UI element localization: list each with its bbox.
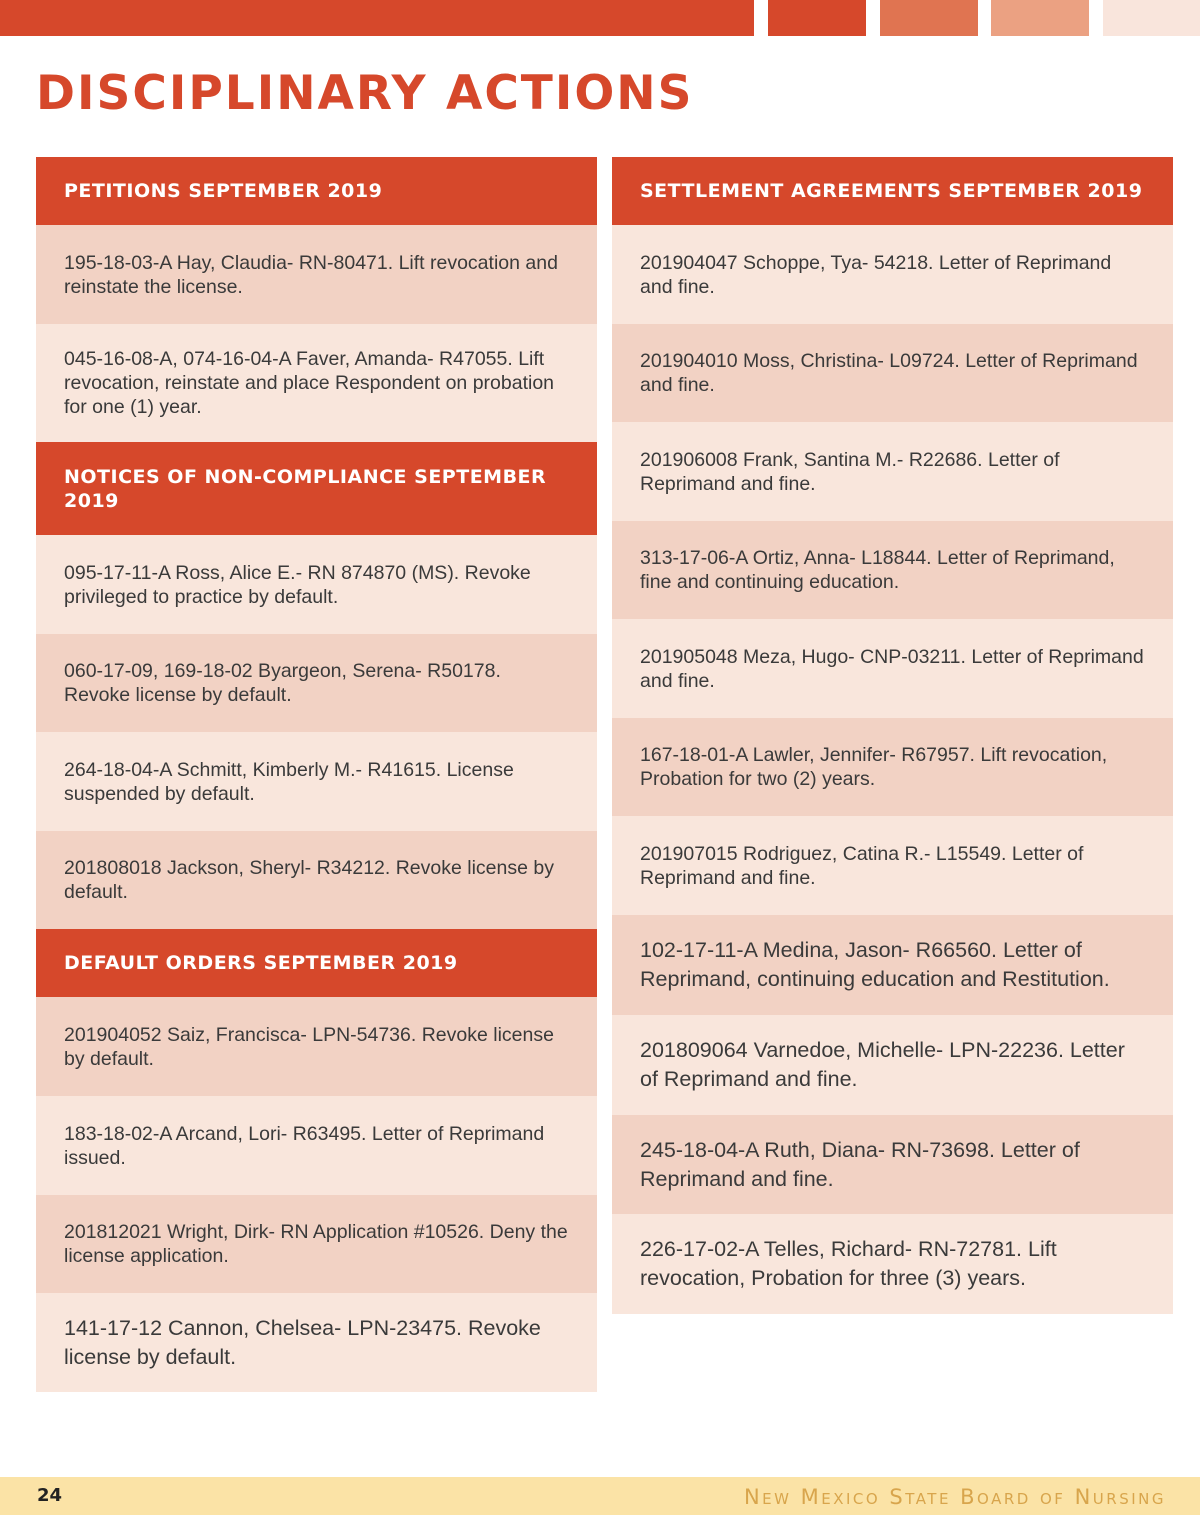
entry-text: 195-18-03-A Hay, Claudia- RN-80471. Lift revocation and reinstate the license. — [64, 251, 558, 298]
entry-text: 201905048 Meza, Hugo- CNP-03211. Letter of Reprimand and fine. — [640, 645, 1144, 692]
disciplinary-entry — [612, 1015, 1173, 1115]
left-column — [36, 157, 597, 1392]
disciplinary-entry — [36, 1195, 597, 1293]
disciplinary-entry — [612, 521, 1173, 619]
entry-text: 264-18-04-A Schmitt, Kimberly M.- R41615. License suspended by default. — [64, 758, 514, 805]
disciplinary-entry — [36, 225, 597, 324]
entry-text: 201907015 Rodriguez, Catina R.- L15549. Letter of Reprimand and fine. — [640, 842, 1084, 889]
disciplinary-entry — [36, 831, 597, 929]
entry-text: 060-17-09, 169-18-02 Byargeon, Serena- R50178. Revoke license by default. — [64, 660, 501, 706]
disciplinary-entry — [36, 324, 597, 442]
section-header-text: DEFAULT ORDERS SEPTEMBER 2019 — [64, 952, 458, 974]
entry-text: 313-17-06-A Ortiz, Anna- L18844. Letter of Reprimand, fine and continuing education. — [640, 547, 1115, 593]
top-bar-segment-4 — [991, 0, 1089, 36]
disciplinary-entry — [612, 1115, 1173, 1214]
disciplinary-entry — [36, 1096, 597, 1195]
entry-text: 226-17-02-A Telles, Richard- RN-72781. Lift revocation, Probation for three (3) years. — [640, 1237, 1057, 1290]
entry-text: 201809064 Varnedoe, Michelle- LPN-22236. Letter of Reprimand and fine. — [640, 1038, 1125, 1091]
disciplinary-entry — [36, 535, 597, 634]
entry-text: 201904047 Schoppe, Tya- 54218. Letter of Reprimand and fine. — [640, 251, 1112, 298]
section-header-text: SETTLEMENT AGREEMENTS SEPTEMBER 2019 — [640, 180, 1143, 202]
entry-text: 201812021 Wright, Dirk- RN Application #10526. Deny the license application. — [64, 1221, 568, 1267]
page-footer — [0, 1477, 1200, 1515]
section-header — [36, 157, 597, 225]
disciplinary-entry — [612, 718, 1173, 816]
entry-text: 167-18-01-A Lawler, Jennifer- R67957. Lift revocation, Probation for two (2) years. — [640, 744, 1108, 790]
disciplinary-entry — [612, 915, 1173, 1015]
page-title: DISCIPLINARY ACTIONS — [36, 66, 694, 121]
disciplinary-entry — [612, 1214, 1173, 1314]
entry-text: 201808018 Jackson, Sheryl- R34212. Revoke license by default. — [64, 857, 554, 903]
page-number: 24 — [37, 1485, 63, 1506]
disciplinary-entry — [612, 422, 1173, 521]
top-bar-segment-1 — [0, 0, 754, 36]
entry-text: 045-16-08-A, 074-16-04-A Faver, Amanda- R47055. Lift revocation, reinstate and place Respondent on probation for one (1) year. — [64, 348, 555, 418]
disciplinary-entry — [36, 1293, 597, 1392]
top-bar-segment-2 — [768, 0, 866, 36]
top-bar-segment-3 — [880, 0, 978, 36]
entry-text: 245-18-04-A Ruth, Diana- RN-73698. Letter of Reprimand and fine. — [640, 1137, 1080, 1191]
section-header — [612, 157, 1173, 225]
top-bar-segment-5 — [1103, 0, 1200, 36]
entry-text: 183-18-02-A Arcand, Lori- R63495. Letter of Reprimand issued. — [64, 1122, 545, 1169]
entry-text: 102-17-11-A Medina, Jason- R66560. Letter of Reprimand, continuing education and Restitution. — [640, 938, 1110, 991]
section-header — [36, 929, 597, 997]
disciplinary-entry — [612, 225, 1173, 324]
disciplinary-entry — [36, 997, 597, 1096]
organization-name: New Mexico State Board of Nursing — [743, 1485, 1166, 1509]
entry-text: 141-17-12 Cannon, Chelsea- LPN-23475. Revoke license by default. — [64, 1315, 541, 1369]
disciplinary-entry — [612, 619, 1173, 718]
entry-text: 095-17-11-A Ross, Alice E.- RN 874870 (MS). Revoke privileged to practice by default. — [64, 561, 531, 608]
entry-text: 201906008 Frank, Santina M.- R22686. Letter of Reprimand and fine. — [640, 448, 1060, 495]
disciplinary-entry — [612, 324, 1173, 422]
disciplinary-entry — [36, 634, 597, 732]
section-header-text: PETITIONS SEPTEMBER 2019 — [64, 180, 383, 202]
disciplinary-entry — [612, 816, 1173, 915]
section-header-text: NOTICES OF NON-COMPLIANCE SEPTEMBER 2019 — [64, 465, 547, 512]
section-header — [36, 442, 597, 535]
entry-text: 201904052 Saiz, Francisca- LPN-54736. Revoke license by default. — [64, 1023, 554, 1070]
right-column — [612, 157, 1173, 1314]
entry-text: 201904010 Moss, Christina- L09724. Letter of Reprimand and fine. — [640, 350, 1138, 396]
disciplinary-entry — [36, 732, 597, 831]
